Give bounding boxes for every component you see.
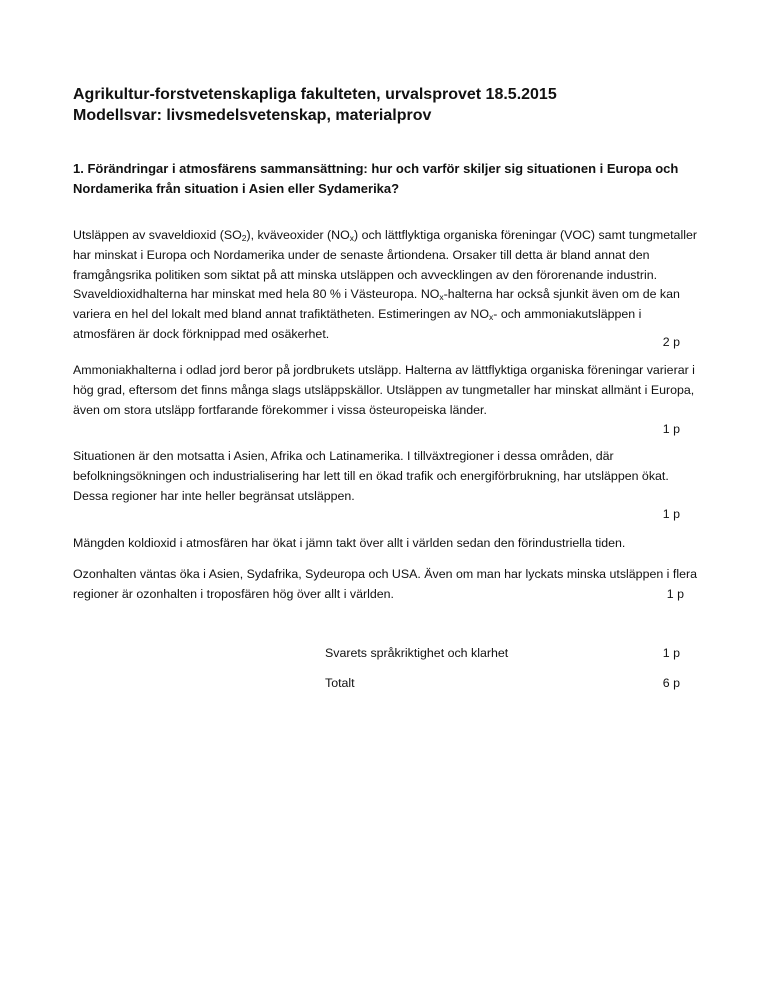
p1-text-b: ), kväveoxider (NO: [246, 228, 350, 242]
p1-text-d: -halterna har också sjunkit även om de kan variera en hel del lokalt med bland annat trafiktätheten. Estimeringen av NO: [73, 287, 680, 322]
p1-sub-c: x: [439, 292, 444, 303]
p5-points: 1 p: [666, 586, 684, 601]
p1-text-c: ) och lättflyktiga organiska föreningar (VOC) samt tungmetaller har minskat i Europa och Nordamerika under de senaste årtiondena. Orsaker till detta är bland annat den framgångsrika politiken som siktat på att minska utsläppen och avvecklingen av den förorenande industrin. Svaveldioxidhalterna har minskat med hela 80 % i Västeuropa. NO: [73, 228, 697, 302]
summary-points-language: 1 p: [662, 646, 680, 660]
title-line-1: Agrikultur-forstvetenskapliga fakulteten, urvalsprovet 18.5.2015: [73, 86, 557, 103]
paragraph-1: [73, 226, 698, 345]
p1-text-e: - och ammoniakutsläppen i atmosfären är dock förknippad med osäkerhet.: [73, 307, 642, 341]
paragraph-2: Ammoniakhalterna i odlad jord beror på jordbrukets utsläpp. Halterna av lättflyktiga organiska föreningar varierar i hög grad, eftersom det finns många slags utsläppskällor. Utsläppen av tungmetaller har minskat allmänt i Europa, även om stora utsläpp fortfarande förekommer i vissa östeuropeiska länder.: [73, 363, 695, 417]
document-title: [73, 84, 713, 126]
p5-text: Ozonhalten väntas öka i Asien, Sydafrika, Sydeuropa och USA. Även om man har lyckats minska utsläppen i flera regioner är ozonhalten i troposfären hög över allt i världen.: [73, 567, 697, 601]
p1-text-a: Utsläppen av svaveldioxid (SO: [73, 228, 242, 242]
summary-label-language: Svarets språkriktighet och klarhet: [325, 646, 509, 660]
paragraph-4: Mängden koldioxid i atmosfären har ökat i jämn takt över allt i världen sedan den förindustriella tiden.: [73, 536, 626, 550]
summary-points-total: 6 p: [662, 676, 680, 690]
summary-label-total: Totalt: [325, 676, 355, 690]
paragraph-3: Situationen är den motsatta i Asien, Afrika och Latinamerika. I tillväxtregioner i dessa områden, där befolkningsökningen och industrialisering har lett till en ökad trafik och energiförbrukning, har utsläppen ökat. Dessa regioner har inte heller begränsat utsläppen.: [73, 449, 669, 503]
p2-points: 1 p: [662, 422, 680, 436]
p1-sub-b: x: [349, 233, 355, 243]
title-line-2: Modellsvar: livsmedelsvetenskap, materialprov: [73, 107, 432, 124]
question-heading: 1. Förändringar i atmosfärens sammansättning: hur och varför skiljer sig situationen i Europa och Nordamerika från situation i Asien eller Sydamerika?: [73, 161, 679, 196]
p3-points: 1 p: [662, 507, 680, 521]
p1-points: 2 p: [662, 335, 680, 349]
paragraph-5: [73, 565, 698, 605]
p1-sub-a: 2: [241, 233, 247, 243]
p1-sub-d: x: [489, 312, 494, 323]
